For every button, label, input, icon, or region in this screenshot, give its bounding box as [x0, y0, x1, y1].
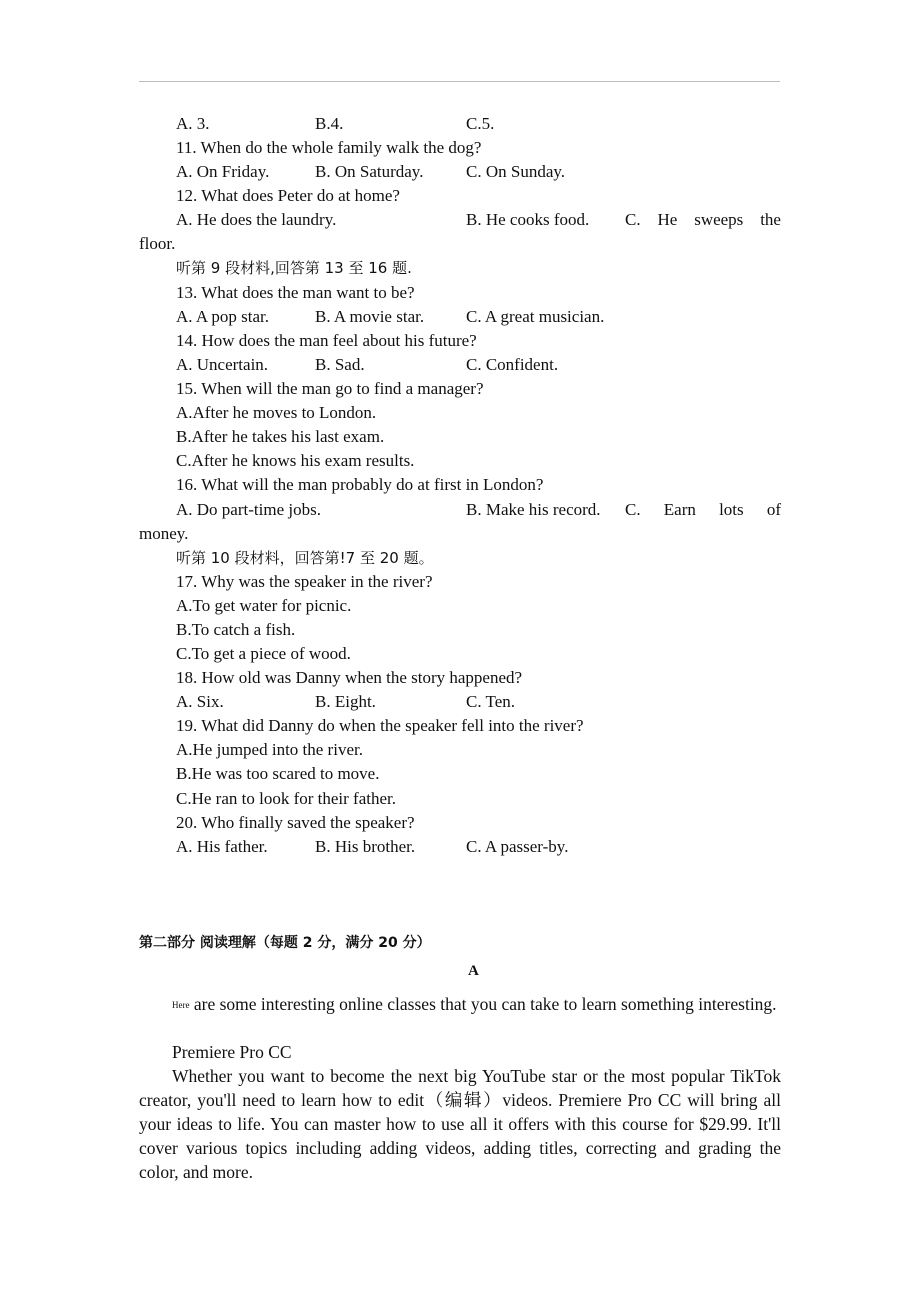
intro-small-word: Here [172, 1000, 190, 1010]
q10-option-b: B.4. [315, 114, 344, 133]
q16-option-c-word: C. [625, 500, 641, 519]
q20-option-b: B. His brother. [315, 837, 416, 856]
q12-stem: 12. What does Peter do at home? [176, 186, 400, 205]
q20-option-a: A. His father. [176, 837, 268, 856]
q14-option-c: C. Confident. [466, 355, 559, 374]
q19-stem: 19. What did Danny do when the speaker fell into the river? [176, 716, 584, 735]
q11-option-b: B. On Saturday. [315, 162, 424, 181]
intro-text: are some interesting online classes that you can take to learn something interesting. [189, 994, 777, 1014]
q15-option-b: B.After he takes his last exam. [176, 427, 385, 446]
q15-option-a: A.After he moves to London. [176, 403, 377, 422]
q16-option-c [625, 498, 781, 522]
header-rule [139, 81, 780, 82]
q16-options [176, 498, 781, 522]
q11-option-c: C. On Sunday. [466, 162, 566, 181]
q16-option-b: B. Make his record. [466, 500, 601, 519]
q13-option-b: B. A movie star. [315, 307, 425, 326]
q13-option-a: A. A pop star. [176, 307, 270, 326]
q17-option-a: A.To get water for picnic. [176, 596, 352, 615]
q12-option-c-continuation: floor. [139, 234, 176, 253]
q10-option-a: A. 3. [176, 114, 210, 133]
q19-option-a: A.He jumped into the river. [176, 740, 363, 759]
course-title: Premiere Pro CC [172, 1042, 292, 1062]
q19-option-b: B.He was too scared to move. [176, 764, 380, 783]
q11-option-a: A. On Friday. [176, 162, 270, 181]
q12-option-b: B. He cooks food. [466, 210, 590, 229]
section-10-instruction: 听第 10 段材料，回答第!7 至 20 题。 [176, 549, 434, 567]
q16-stem: 16. What will the man probably do at first in London? [176, 475, 544, 494]
q12-option-c-word: C. [625, 210, 641, 229]
q14-option-a: A. Uncertain. [176, 355, 269, 374]
q12-option-c [625, 208, 781, 232]
passage-letter: A [468, 963, 479, 979]
q13-option-c: C. A great musician. [466, 307, 605, 326]
q20-stem: 20. Who finally saved the speaker? [176, 813, 415, 832]
q16-option-c-continuation: money. [139, 524, 189, 543]
q15-option-c: C.After he knows his exam results. [176, 451, 415, 470]
q13-stem: 13. What does the man want to be? [176, 283, 415, 302]
q19-option-c: C.He ran to look for their father. [176, 789, 396, 808]
q12-option-c-word: the [760, 210, 781, 229]
q14-stem: 14. How does the man feel about his future? [176, 331, 477, 350]
course-description: Whether you want to become the next big YouTube star or the most popular TikTok creator, you'll need to learn how to edit（编辑）videos. Premiere Pro CC will bring all your ideas to life. You can master how to use all it offers with this course for $29.99. It'll cover various topics including adding videos, adding titles, correcting and grading the color, and more. [139, 1066, 781, 1182]
q14-option-b: B. Sad. [315, 355, 365, 374]
section-9-instruction: 听第 9 段材料,回答第 13 至 16 题. [176, 259, 412, 277]
q17-option-b: B.To catch a fish. [176, 620, 296, 639]
q15-stem: 15. When will the man go to find a manager? [176, 379, 484, 398]
q16-option-a: A. Do part-time jobs. [176, 500, 321, 519]
q18-stem: 18. How old was Danny when the story happened? [176, 668, 523, 687]
q20-option-c: C. A passer-by. [466, 837, 569, 856]
passage-intro [139, 992, 781, 1017]
q17-option-c: C.To get a piece of wood. [176, 644, 351, 663]
q16-option-c-word: of [766, 500, 781, 519]
q11-stem: 11. When do the whole family walk the dog? [176, 138, 482, 157]
q18-option-a: A. Six. [176, 692, 224, 711]
q18-option-c: C. Ten. [466, 692, 516, 711]
q16-option-c-word: Earn [663, 500, 696, 519]
q12-option-c-word: He [657, 210, 678, 229]
q10-option-c: C.5. [466, 114, 495, 133]
q12-options [176, 208, 781, 232]
q18-option-b: B. Eight. [315, 692, 376, 711]
q12-option-a: A. He does the laundry. [176, 210, 337, 229]
q12-option-c-word: sweeps [694, 210, 744, 229]
q16-option-c-word: lots [719, 500, 744, 519]
q17-stem: 17. Why was the speaker in the river? [176, 572, 433, 591]
part-2-heading: 第二部分 阅读理解（每题 2 分，满分 20 分） [139, 935, 431, 951]
